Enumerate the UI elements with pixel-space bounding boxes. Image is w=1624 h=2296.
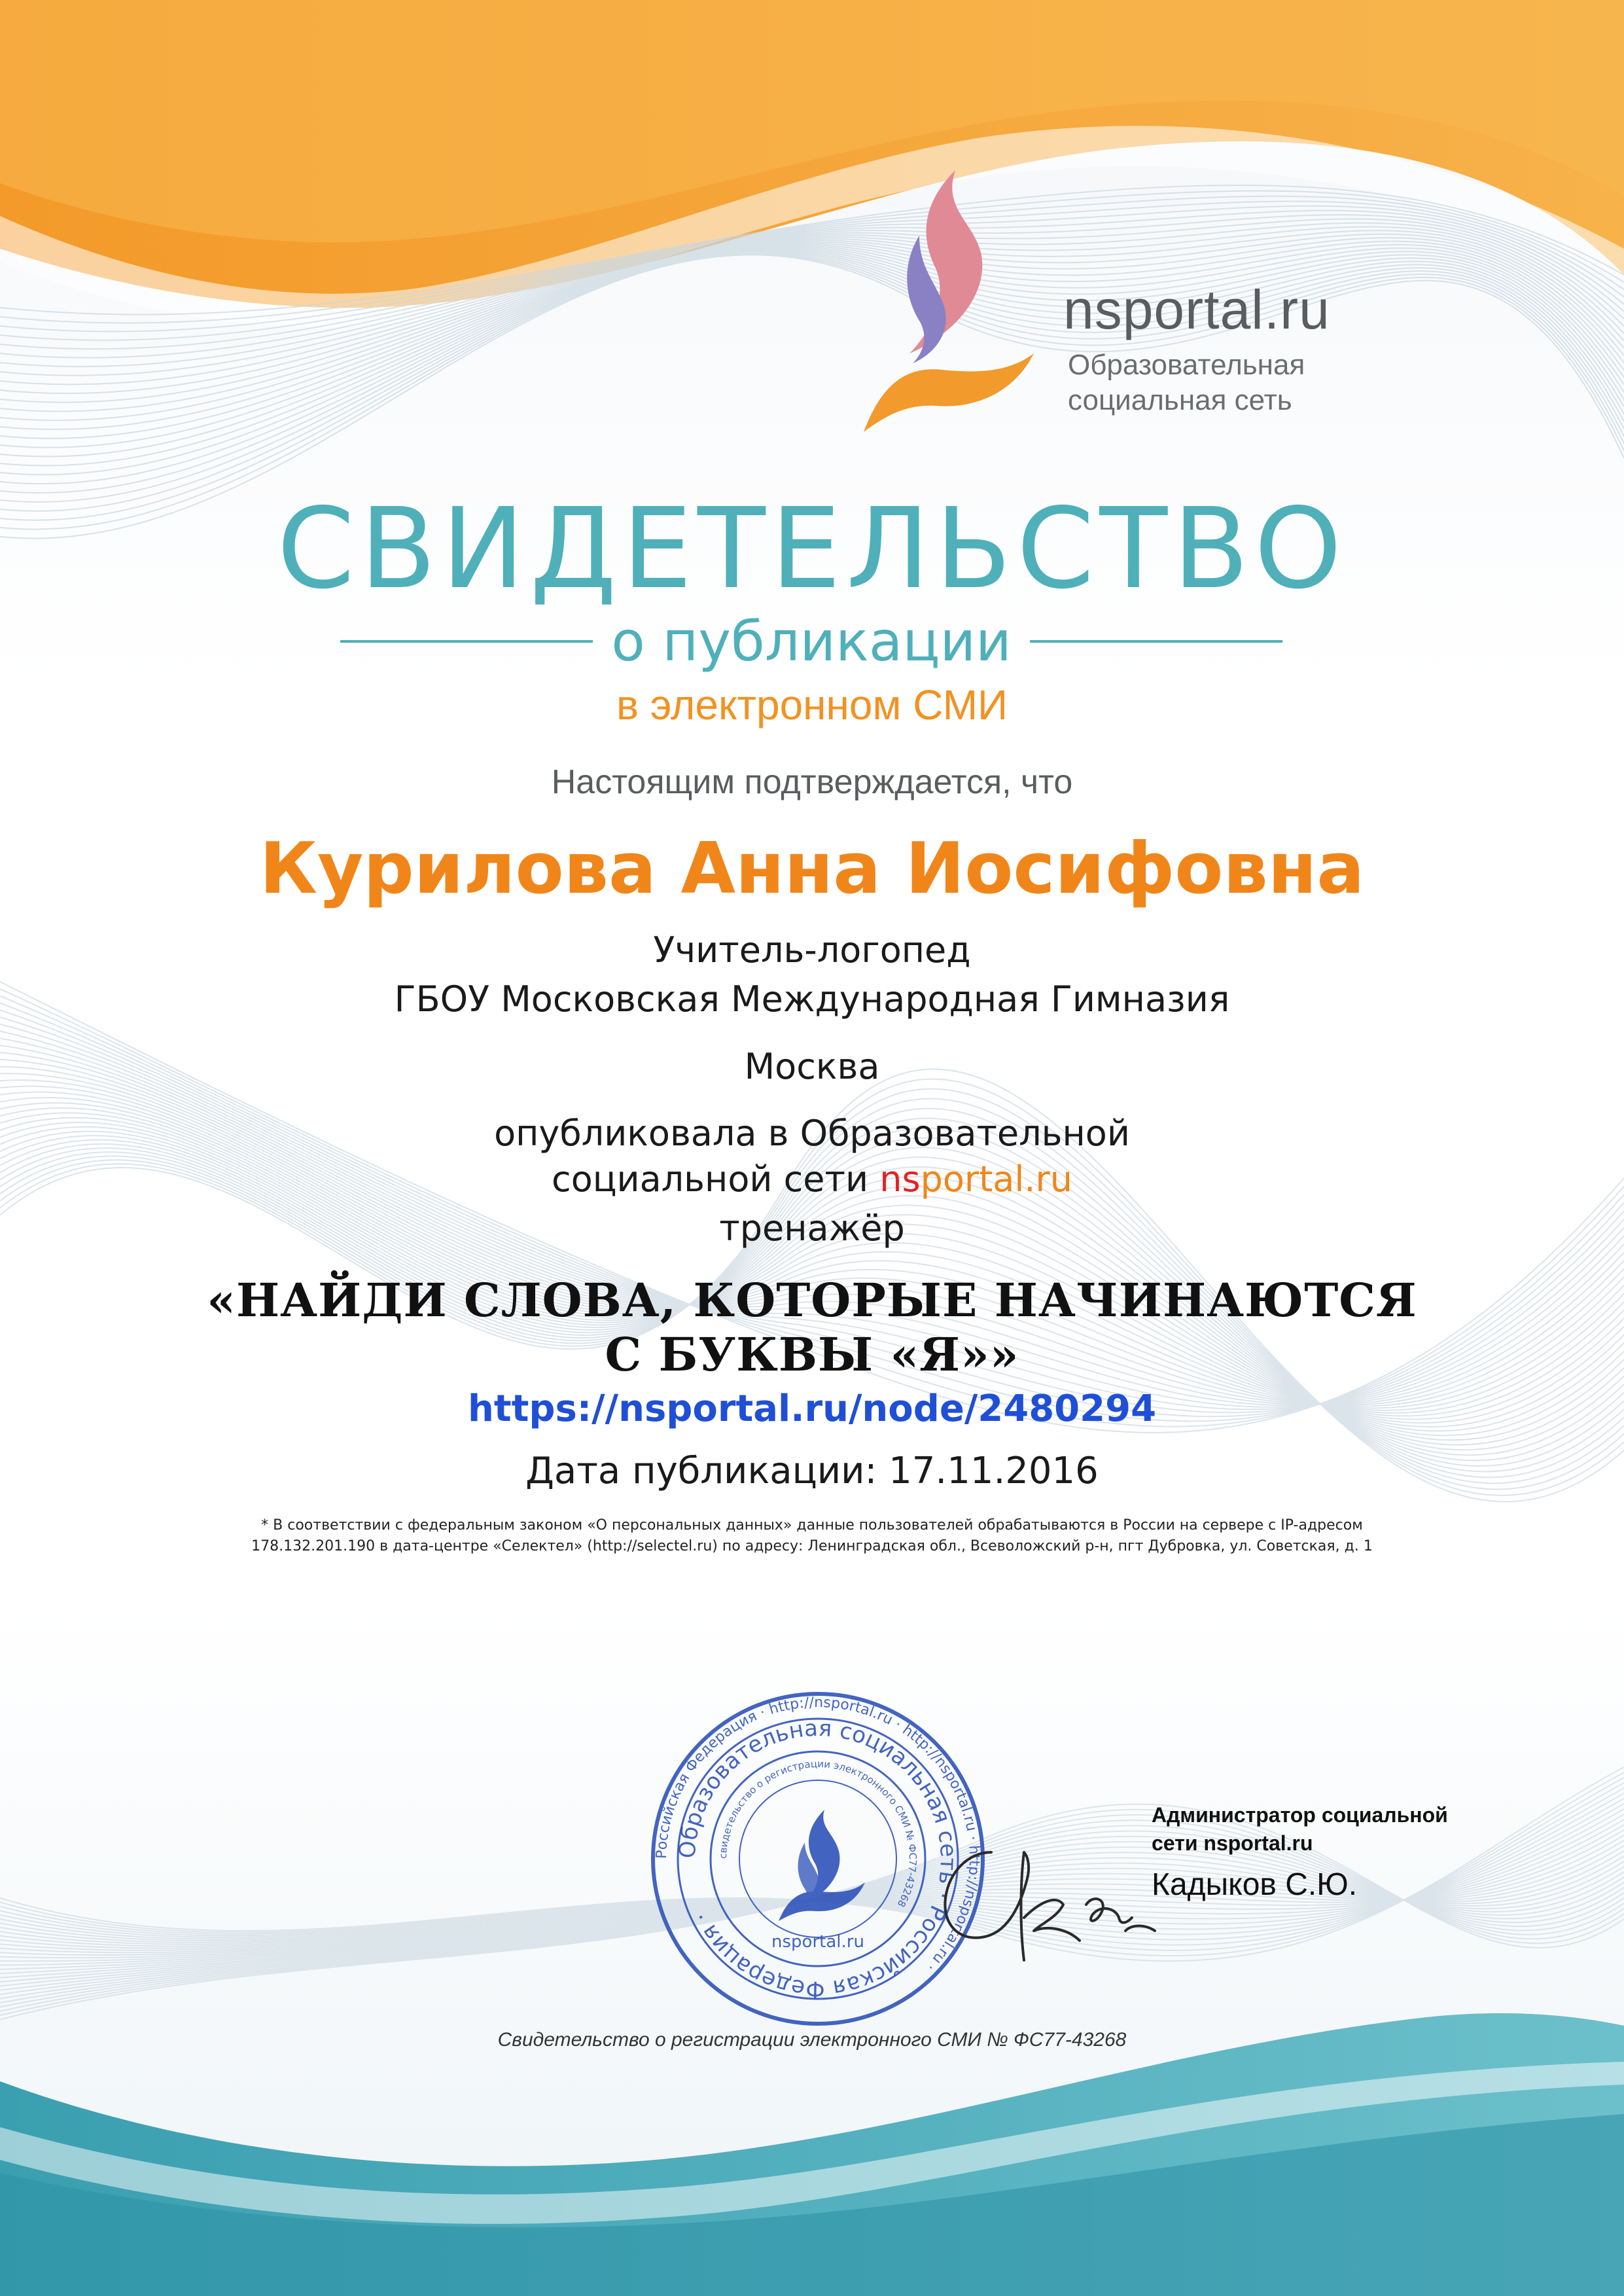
brand-tagline-line2: социальная сеть (1068, 384, 1292, 416)
guilloche-line (0, 251, 1624, 493)
recipient-name: Курилова Анна Иосифовна (259, 828, 1365, 910)
subtitle-right-divider (1030, 640, 1282, 643)
brand-name: nsportal.ru (1063, 279, 1330, 340)
registration-text: Свидетельство о регистрации электронного СМИ № ФС77-43268 (497, 2029, 1127, 2051)
seal-middle-ring-text: Образовательная социальная сеть · Российская Федерация · (674, 1715, 962, 2003)
seal-center-text: nsportal.ru (771, 1932, 864, 1952)
guilloche-line (0, 252, 1624, 511)
admin-title-line1: Администратор социальной (1152, 1803, 1448, 1827)
guilloche-line (0, 247, 1624, 465)
publication-line2 (0, 1158, 1624, 1200)
subtitle-row (340, 605, 1282, 677)
site-name-portal: portal.ru (920, 1158, 1072, 1200)
media-line: в электронном СМИ (616, 681, 1008, 728)
guilloche-line (0, 245, 1624, 448)
confirm-text: Настоящим подтверждается, что (551, 763, 1073, 801)
seal-inner-ring-text: свидетельство о регистрации электронного СМИ № ФС77-43268 (716, 1757, 919, 1909)
guilloche-line (0, 242, 1624, 430)
publication-line2-prefix: социальной сети (552, 1158, 880, 1200)
work-title-line2: С БУКВЫ «Я»» (605, 1327, 1019, 1382)
certificate-title: СВИДЕТЕЛЬСТВО (277, 484, 1347, 614)
certificate-subtitle: о публикации (611, 609, 1012, 673)
site-name-ns: ns (879, 1158, 921, 1200)
subtitle-left-divider (340, 640, 593, 643)
brand-tagline-line1: Образовательная (1068, 349, 1305, 381)
admin-name: Кадыков С.Ю. (1152, 1867, 1358, 1902)
footnote-line1: * В соответствии с федеральным законом «О персональных данных» данные пользователей обрабатываются в России на сервере с IP-адресом (261, 1517, 1363, 1534)
recipient-city: Москва (744, 1046, 880, 1087)
guilloche-line (0, 249, 1624, 475)
recipient-organization: ГБОУ Московская Международная Гимназия (394, 978, 1230, 1020)
work-title-line1: «НАЙДИ СЛОВА, КОТОРЫЕ НАЧИНАЮТСЯ (207, 1273, 1417, 1327)
publication-type: тренажёр (719, 1208, 905, 1249)
guilloche-line (0, 251, 1624, 502)
footnote-line2: 178.132.201.190 в дата-центре «Селектел» (http://selectel.ru) по адресу: Ленинградская обл., Всеволожский р-н, пгт Дубровка, ул. Советская, д. 1 (251, 1538, 1373, 1554)
handwritten-signature (929, 1826, 1165, 1983)
guilloche-line (0, 238, 1624, 420)
publication-date: Дата публикации: 17.11.2016 (525, 1450, 1099, 1492)
nsportal-logo-icon (857, 157, 1040, 445)
recipient-role: Учитель-логопед (653, 929, 971, 971)
seal-outer-ring-text: Российская Федерация · http://nsportal.ru · http://nsportal.ru · http://nsportal.ru · (653, 1694, 983, 1975)
publication-url-link[interactable]: https://nsportal.ru/node/2480294 (467, 1388, 1157, 1430)
guilloche-line (0, 244, 1624, 439)
publication-line1: опубликовала в Образовательной (494, 1113, 1130, 1154)
admin-title-line2: сети nsportal.ru (1152, 1831, 1313, 1855)
